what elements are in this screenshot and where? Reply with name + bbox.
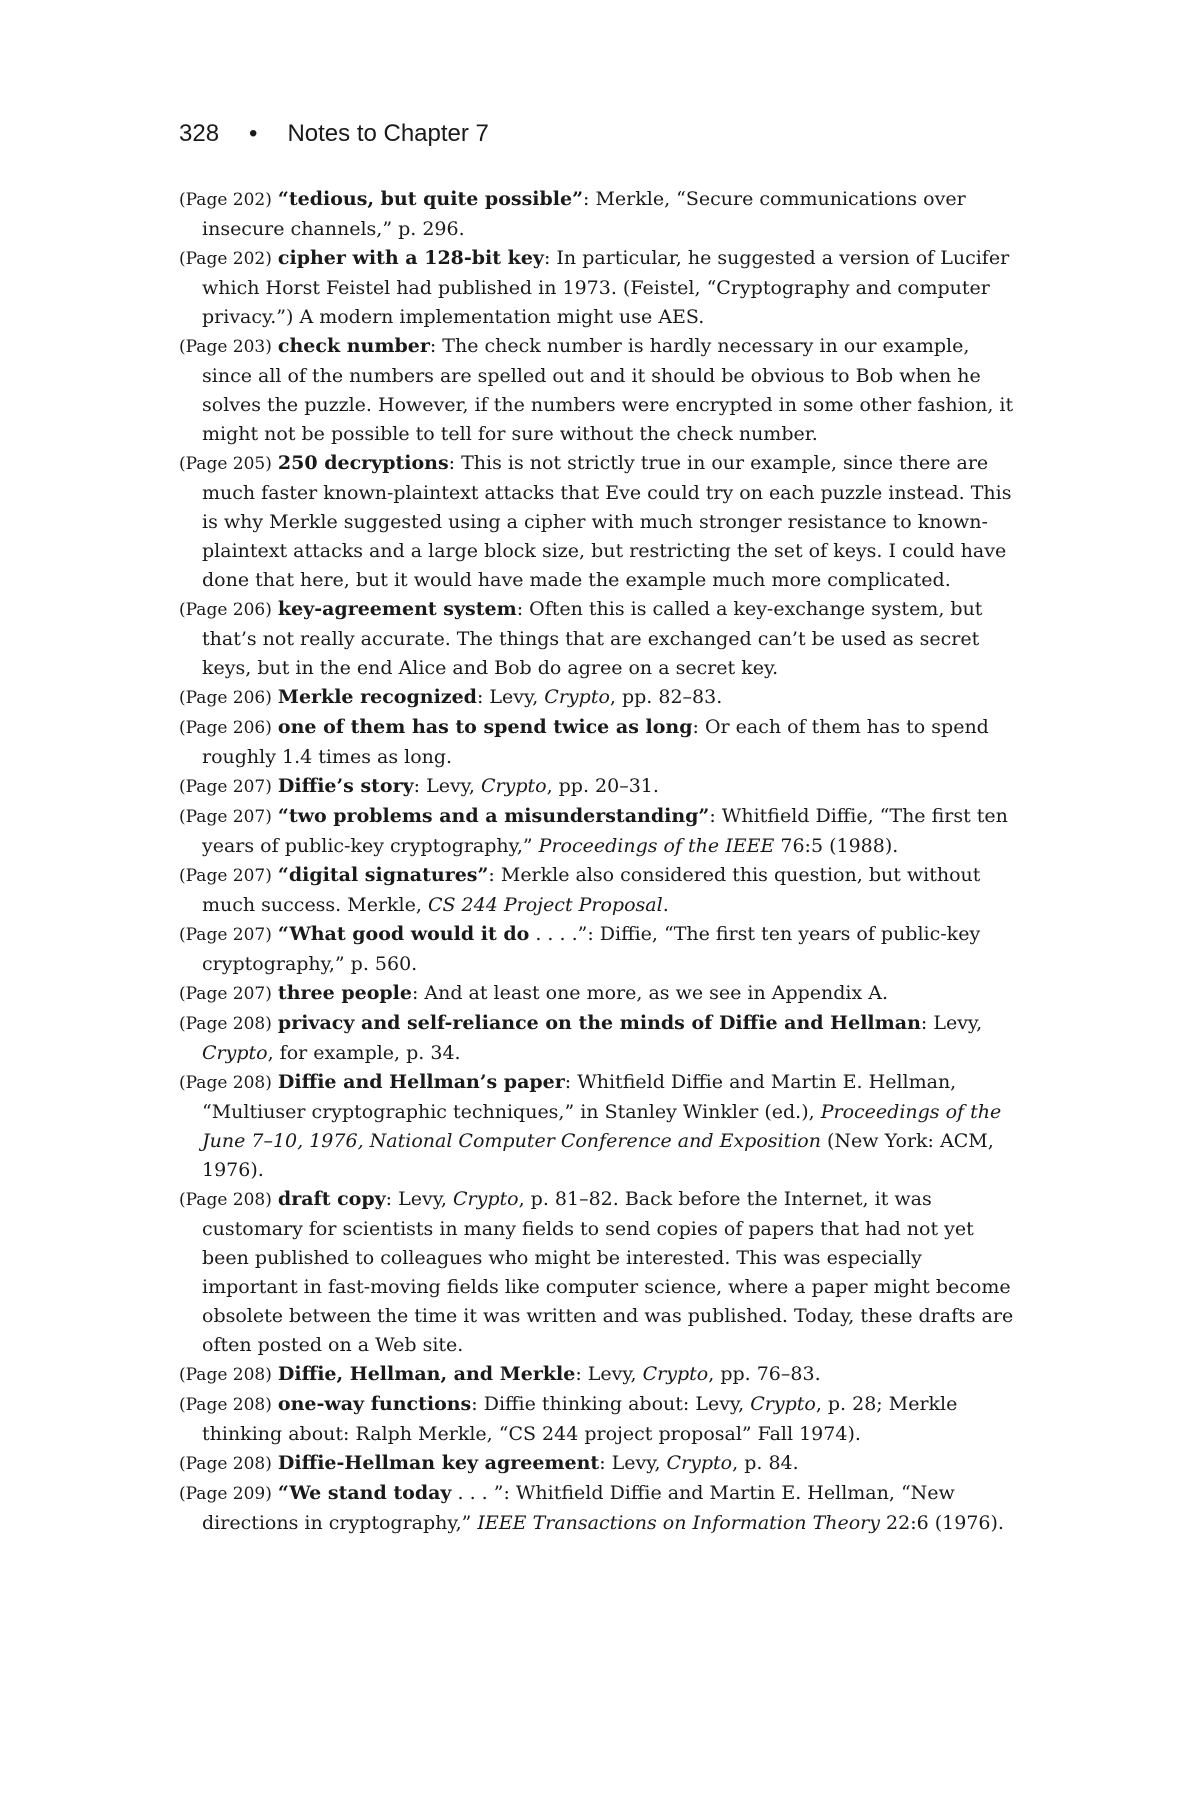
- note-keyword: cipher with a 128-bit key: [277, 247, 544, 269]
- note-text: : Merkle also considered this question, but without much success. Merkle,: [202, 864, 981, 916]
- note-citation-title: Proceedings of the IEEE: [538, 835, 775, 857]
- note-keyword: key-agreement system: [277, 598, 517, 620]
- note-citation-title: CS 244 Project Proposal: [427, 894, 663, 916]
- note-keyword: “two problems and a misunderstanding”: [277, 805, 710, 827]
- note-page-ref: (Page 206): [179, 688, 272, 708]
- note-page-ref: (Page 207): [179, 984, 272, 1004]
- note-citation-title: Crypto: [642, 1363, 709, 1385]
- note-entry: [179, 185, 1019, 244]
- note-text: , pp. 76–83.: [708, 1363, 821, 1385]
- note-page-ref: (Page 207): [179, 866, 272, 886]
- note-text: : Levy,: [920, 1012, 983, 1034]
- page-number: 328: [179, 120, 220, 147]
- note-keyword: check number: [277, 335, 430, 357]
- note-entry: [179, 1479, 1019, 1538]
- note-entry: [179, 244, 1019, 332]
- note-entry: [179, 1449, 1019, 1479]
- note-entry: [179, 861, 1019, 920]
- note-keyword: “tedious, but quite possible”: [277, 188, 584, 210]
- note-citation-title: IEEE Transactions on Information Theory: [477, 1512, 880, 1534]
- notes-list: [179, 185, 1019, 1538]
- note-page-ref: (Page 208): [179, 1073, 272, 1093]
- note-text: . . . .”: Diffie, “The first ten years of public-key cryptography,” p. 560.: [202, 923, 981, 975]
- note-page-ref: (Page 205): [179, 454, 272, 474]
- note-citation-title: Crypto: [666, 1452, 733, 1474]
- note-page-ref: (Page 208): [179, 1014, 272, 1034]
- note-entry: [179, 595, 1019, 683]
- note-page-ref: (Page 209): [179, 1484, 272, 1504]
- note-text: : And at least one more, as we see in Appendix A.: [411, 982, 889, 1004]
- note-page-ref: (Page 202): [179, 190, 272, 210]
- note-text: : Levy,: [599, 1452, 667, 1474]
- note-keyword: one-way functions: [277, 1393, 472, 1415]
- note-page-ref: (Page 208): [179, 1365, 272, 1385]
- note-keyword: “What good would it do: [277, 923, 530, 945]
- note-text: . . . ”: Whitfield Diffie and Martin E. Hellman, “New directions in cryptography,”: [202, 1482, 955, 1534]
- note-entry: [179, 713, 1019, 772]
- note-entry: [179, 772, 1019, 802]
- note-page-ref: (Page 206): [179, 600, 272, 620]
- note-text: , pp. 82–83.: [609, 686, 723, 708]
- note-text: .: [662, 894, 669, 916]
- note-page-ref: (Page 207): [179, 777, 272, 797]
- note-page-ref: (Page 202): [179, 249, 272, 269]
- note-page-ref: (Page 208): [179, 1190, 272, 1210]
- note-text: , p. 28; Merkle thinking about: Ralph Merkle, “CS 244 project proposal” Fall 1974).: [202, 1393, 958, 1445]
- note-page-ref: (Page 208): [179, 1454, 272, 1474]
- note-text: : Levy,: [575, 1363, 643, 1385]
- note-citation-title: Crypto: [750, 1393, 816, 1415]
- note-citation-title: Crypto: [453, 1188, 519, 1210]
- note-keyword: Diffie’s story: [277, 775, 414, 797]
- note-text: : Whitfield Diffie, “The first ten years of public-key cryptography,”: [202, 805, 1008, 857]
- note-citation-title: Proceedings of the June 7–10, 1976, National Computer Conference and Exposition: [202, 1101, 1002, 1152]
- note-text: : Or each of them has to spend roughly 1.4 times as long.: [202, 716, 989, 768]
- note-text: : In particular, he suggested a version of Lucifer which Horst Feistel had published in 1973. (Feistel, “Cryptography and computer privacy.”) A modern implementation might use AES.: [202, 247, 1010, 328]
- note-text: : This is not strictly true in our example, since there are much faster known-plaintext attacks that Eve could try on each puzzle instead. This is why Merkle suggested using a cipher with much stronger resistance to known-plaintext attacks and a large block size, but restricting the set of keys. I could have done that here, but it would have made the example much more complicated.: [202, 452, 1012, 591]
- note-entry: [179, 1360, 1019, 1390]
- note-keyword: privacy and self-reliance on the minds of Diffie and Hellman: [277, 1012, 921, 1034]
- note-entry: [179, 683, 1019, 713]
- note-keyword: Diffie-Hellman key agreement: [277, 1452, 600, 1474]
- note-text: : Merkle, “Secure communications over insecure channels,” p. 296.: [202, 188, 966, 240]
- note-text: : Diffie thinking about: Levy,: [471, 1393, 751, 1415]
- note-entry: [179, 1068, 1019, 1185]
- note-entry: [179, 1009, 1019, 1068]
- note-text: : Whitfield Diffie and Martin E. Hellman, “Multiuser cryptographic techniques,” in Stanley Winkler (ed.),: [202, 1071, 957, 1123]
- note-citation-title: Crypto: [480, 775, 547, 797]
- note-text: 76:5 (1988).: [774, 835, 899, 857]
- note-text: : Levy,: [476, 686, 545, 708]
- note-keyword: Diffie and Hellman’s paper: [277, 1071, 565, 1093]
- note-text: , p. 81–82. Back before the Internet, it was customary for scientists in many fields to send copies of papers that had not yet been published to colleagues who might be interested. This was especially important in fast-moving fields like computer science, where a paper might become obsolete between the time it was written and was published. Today, these drafts are often posted on a Web site.: [202, 1188, 1014, 1356]
- note-keyword: three people: [277, 982, 412, 1004]
- note-entry: [179, 332, 1019, 449]
- note-text: : Levy,: [413, 775, 481, 797]
- note-page-ref: (Page 207): [179, 807, 272, 827]
- note-entry: [179, 979, 1019, 1009]
- note-entry: [179, 1185, 1019, 1360]
- running-header: [179, 120, 489, 148]
- note-keyword: “digital signatures”: [277, 864, 489, 886]
- note-page-ref: (Page 206): [179, 718, 272, 738]
- note-keyword: “We stand today: [277, 1482, 452, 1504]
- running-title: Notes to Chapter 7: [287, 120, 489, 147]
- note-keyword: Diffie, Hellman, and Merkle: [277, 1363, 576, 1385]
- note-keyword: one of them has to spend twice as long: [277, 716, 693, 738]
- note-keyword: Merkle recognized: [277, 686, 477, 708]
- note-entry: [179, 802, 1019, 861]
- note-text: , p. 84.: [732, 1452, 799, 1474]
- note-entry: [179, 1390, 1019, 1449]
- note-citation-title: Crypto: [202, 1042, 268, 1064]
- note-page-ref: (Page 207): [179, 925, 272, 945]
- note-text: 22:6 (1976).: [879, 1512, 1004, 1534]
- header-bullet: •: [249, 120, 258, 147]
- note-page-ref: (Page 203): [179, 337, 272, 357]
- note-citation-title: Crypto: [544, 686, 610, 708]
- note-text: , pp. 20–31.: [546, 775, 659, 797]
- note-page-ref: (Page 208): [179, 1395, 272, 1415]
- note-text: : The check number is hardly necessary in our example, since all of the numbers are spelled out and it should be obvious to Bob when he solves the puzzle. However, if the numbers were encrypted in some other fashion, it might not be possible to tell for sure without the check number.: [202, 335, 1014, 445]
- note-entry: [179, 449, 1019, 595]
- note-keyword: 250 decryptions: [277, 452, 449, 474]
- note-text: : Levy,: [385, 1188, 453, 1210]
- note-text: : Often this is called a key-exchange system, but that’s not really accurate. The things that are exchanged can’t be used as secret keys, but in the end Alice and Bob do agree on a secret key.: [202, 598, 983, 679]
- note-entry: [179, 920, 1019, 979]
- note-text: (New York: ACM, 1976).: [202, 1130, 994, 1181]
- note-keyword: draft copy: [277, 1188, 386, 1210]
- note-text: , for example, p. 34.: [267, 1042, 461, 1064]
